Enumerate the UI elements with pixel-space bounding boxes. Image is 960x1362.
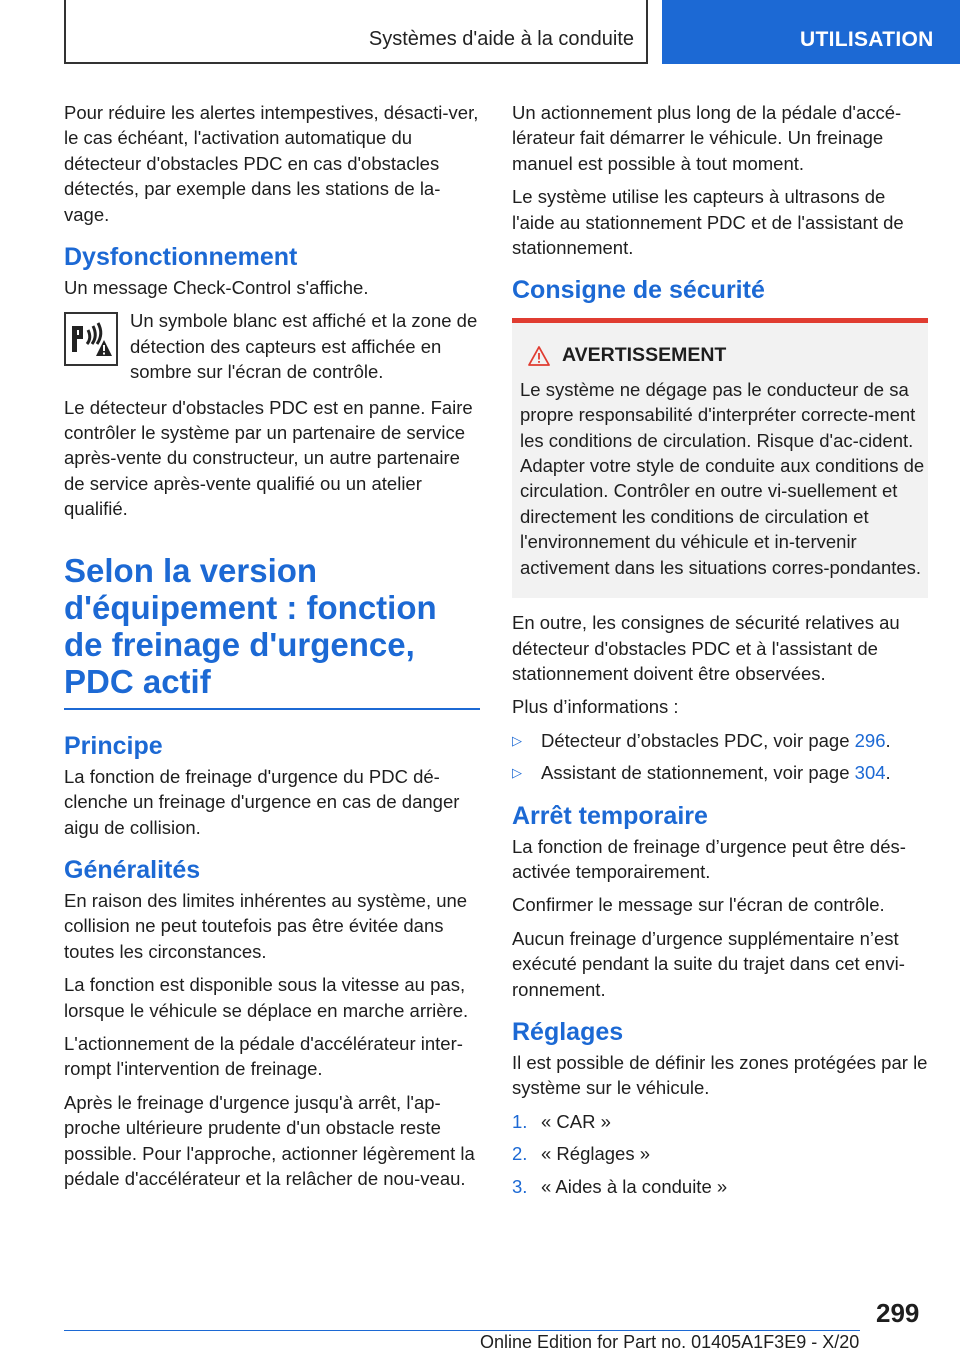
list-item [512, 1141, 928, 1166]
page-link-304[interactable]: 304 [854, 762, 886, 784]
list-item-text: Assistant de stationnement, voir page 304. [541, 762, 891, 784]
list-item [512, 1109, 928, 1134]
arret-paragraph-2: Confirmer le message sur l'écran de contrôle. [512, 894, 885, 916]
info-label: Plus d’informations : [512, 696, 679, 718]
general-paragraph-4: Après le freinage d'urgence jusqu'à arrêt, l'ap-proche ultérieure prudente d'un obstacle reste possible. Pour l'approche, actionner légèrement la pédale d'accélérateur et la relâcher de nou-veau. [64, 1091, 475, 1189]
right-paragraph-1: Un actionnement plus long de la pédale d'accé-lérateur fait démarrer le véhicule. Un freinage manuel est possible à tout moment. [512, 102, 902, 174]
step-text: « Aides à la conduite » [541, 1175, 728, 1197]
heading-arret: Arrêt temporaire [512, 801, 708, 830]
header-section-box [64, 0, 648, 64]
warning-text: Le système ne dégage pas le conducteur de sa propre responsabilité d'interpréter correcte-ment les conditions de circulation. Risque d'ac-cident. Adapter votre style de conduite aux conditions de circulation. Contrôler en outre vi-suellement et directement les conditions de circulation et l'environnement du véhicule et in-tervenir activement dans les situations corres-pondantes. [520, 378, 925, 578]
warning-header [520, 343, 928, 368]
heading-generalites: Généralités [64, 855, 201, 884]
chapter-title: Selon la version d'équipement : fonction de freinage d'urgence, PDC actif [64, 551, 437, 700]
icon-description: Un symbole blanc est affiché et la zone de détection des capteurs est affichée en sombre sur l'écran de contrôle. [130, 310, 478, 383]
right-column [512, 100, 928, 1206]
list-item [512, 760, 928, 785]
warning-box [512, 323, 928, 598]
reglages-paragraph: Il est possible de définir les zones protégées par le système sur le véhicule. [512, 1051, 928, 1099]
steps-list [512, 1109, 928, 1199]
step-number: 1. [512, 1110, 528, 1132]
heading-principe: Principe [64, 731, 163, 760]
step-text: « Réglages » [541, 1143, 651, 1165]
left-column [64, 100, 484, 1199]
heading-securite: Consigne de sécurité [512, 276, 765, 305]
page-number: 299 [876, 1298, 920, 1328]
triangle-bullet-icon: ▷ [512, 732, 522, 748]
triangle-bullet-icon: ▷ [512, 765, 522, 781]
dysf-paragraph: Un message Check-Control s'affiche. [64, 277, 369, 299]
footer-edition: Online Edition for Part no. 01405A1F3E9 - X/20 [480, 1332, 860, 1352]
general-paragraph-2: La fonction est disponible sous la vitesse au pas, lorsque le véhicule se déplace en marche arrière. [64, 974, 469, 1021]
reference-list [512, 728, 928, 786]
general-paragraph-1: En raison des limites inhérentes au système, une collision ne peut toutefois pas être évitée dans toutes les circonstances. [64, 889, 468, 962]
arret-paragraph-3: Aucun freinage d’urgence supplémentaire n’est exécuté pendant la suite du trajet dans cet envi-ronnement. [512, 927, 905, 1000]
pdc-sensor-warning-icon [64, 312, 118, 366]
header-tab[interactable] [662, 0, 960, 64]
list-item [512, 728, 928, 753]
intro-paragraph: Pour réduire les alertes intempestives, désacti-ver, le cas échéant, l'activation automatique du détecteur d'obstacles PDC en cas d'obstacles détectés, par exemple dans les stations de la-vage. [64, 102, 479, 225]
right-paragraph-2: Le système utilise les capteurs à ultrasons de l'aide au stationnement PDC et de l'assistant de stationnement. [512, 186, 904, 259]
warning-title: AVERTISSEMENT [562, 344, 727, 367]
general-paragraph-3: L'actionnement de la pédale d'accélérateur inter-rompt l'intervention de freinage. [64, 1032, 463, 1080]
page-link-296[interactable]: 296 [854, 729, 886, 751]
icon-paragraph [64, 308, 484, 384]
step-text: « CAR » [541, 1110, 611, 1132]
step-number: 2. [512, 1143, 528, 1165]
heading-reglages: Réglages [512, 1017, 624, 1046]
step-number: 3. [512, 1175, 528, 1197]
warning-triangle-icon [528, 346, 550, 366]
list-item [512, 1174, 928, 1199]
header-tab-label: UTILISATION [800, 28, 934, 51]
header-section-title: Systèmes d'aide à la conduite [368, 28, 634, 50]
panne-paragraph: Le détecteur d'obstacles PDC est en panne. Faire contrôler le système par un partenaire de service après-vente du constructeur, un autre partenaire de service après-vente qualifié ou un atelier qualifié. [64, 396, 473, 520]
heading-dysfonctionnement: Dysfonctionnement [64, 243, 298, 272]
list-item-text: Détecteur d’obstacles PDC, voir page 296. [541, 729, 891, 751]
arret-paragraph-1: La fonction de freinage d’urgence peut être dés-activée temporairement. [512, 835, 906, 882]
chapter-rule [64, 708, 480, 710]
footer-rule [64, 1330, 860, 1331]
principe-paragraph: La fonction de freinage d'urgence du PDC dé-clenche un freinage d'urgence en cas de danger aigu de collision. [64, 765, 460, 838]
right-paragraph-3: En outre, les consignes de sécurité relatives au détecteur d'obstacles PDC et à l'assistant de stationnement doivent être observées. [512, 612, 900, 684]
